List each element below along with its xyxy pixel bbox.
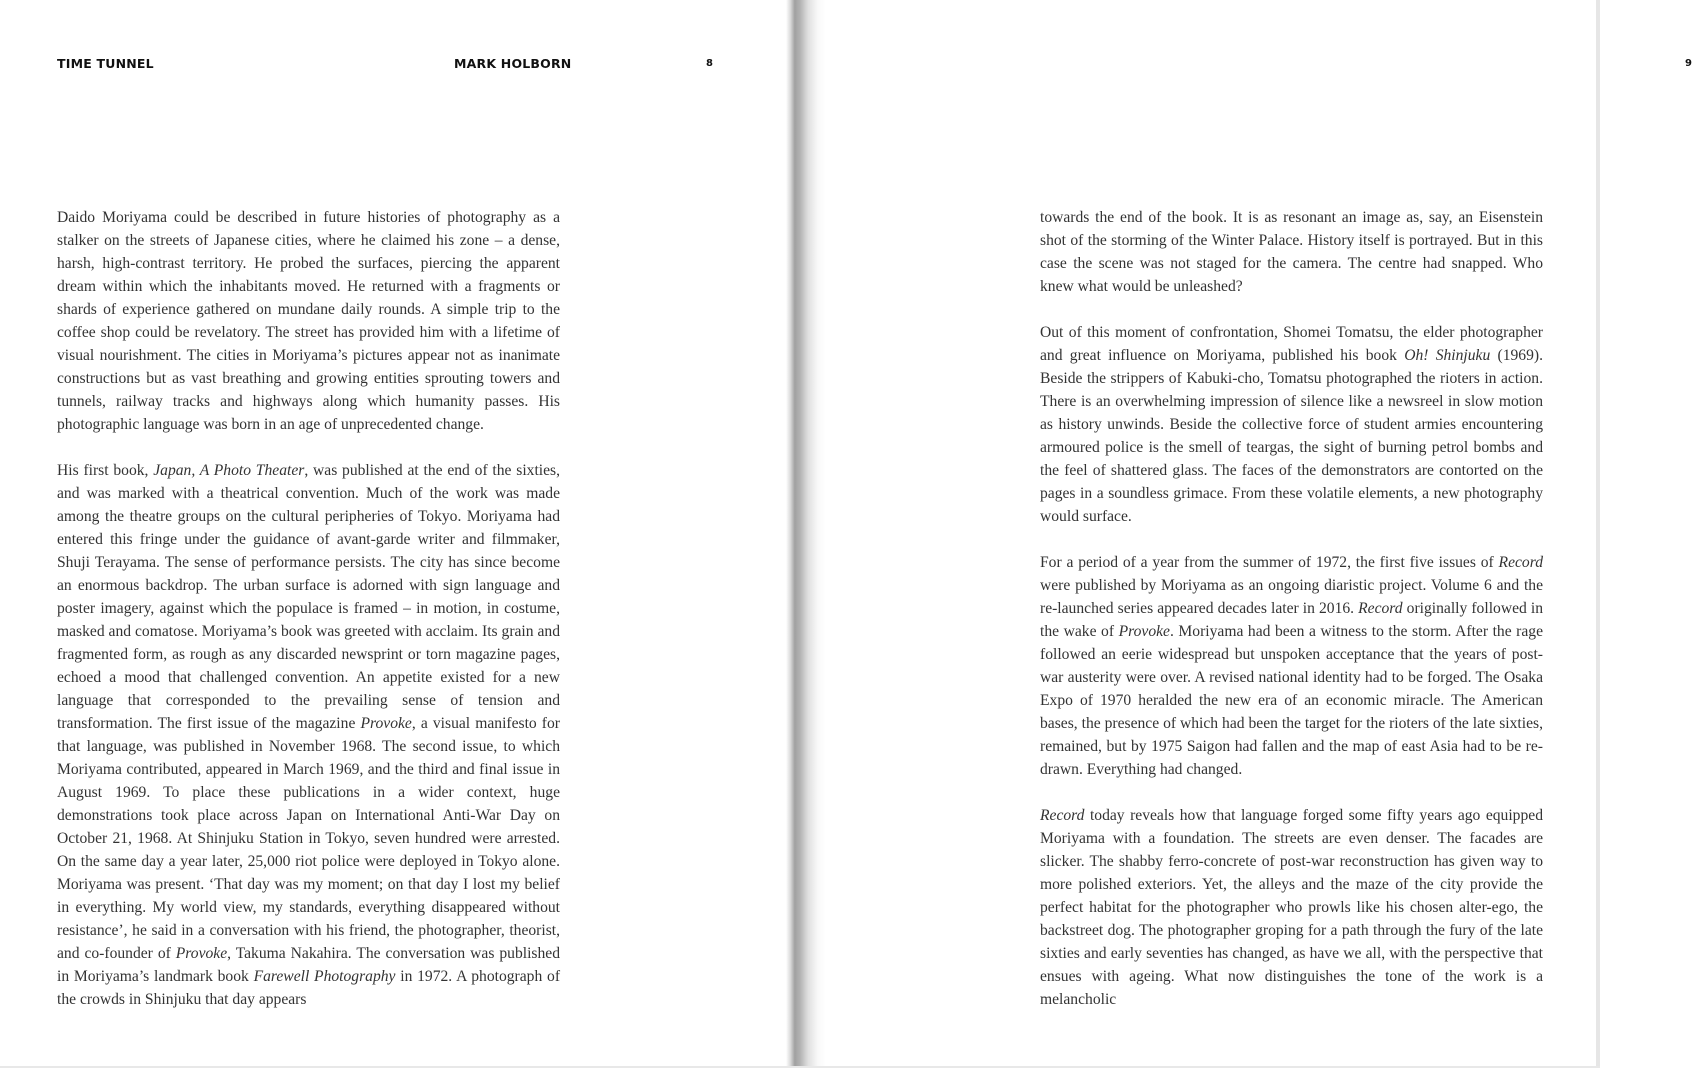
text-run: towards the end of the book. It is as resonant an image as, say, an Eisenstein shot of the storming of the Winter Palace. History itself is portrayed. But in this case the scene was not staged for the camera. The centre had snapped. Who knew what would be unleashed? <box>1040 209 1543 295</box>
text-run: Out of this moment of confrontation, Shomei Tomatsu, the elder photographer and great influence on Moriyama, published his book <box>1040 324 1543 364</box>
book-gutter-shadow <box>786 0 826 1068</box>
right-body-text <box>1040 206 1543 1034</box>
right-paragraph <box>1040 321 1543 528</box>
italic-title-run: Farewell Photography <box>253 968 396 985</box>
text-run: , was published at the end of the sixties, and was marked with a theatrical convention. Much of the work was made among the theatre groups on the cultural peripheries of Tokyo. Moriyama had entered this fringe under the guidance of avant-garde writer and filmmaker, Shuji Terayama. The sense of performance persists. The city has since become an enormous backdrop. The urban surface is adorned with sign language and poster imagery, against which the populace is framed – in motion, in costume, masked and comatose. Moriyama’s book was greeted with acclaim. Its grain and fragmented form, as rough as any discarded newsprint or torn magazine pages, echoed a mood that challenged convention. An appetite existed for a new language that corresponded to the prevailing sense of tension and transformation. The first issue of the magazine <box>57 462 561 732</box>
text-run: . Moriyama had been a witness to the storm. After the rage followed an eerie widespread but unspoken acceptance that the years of post-war austerity were over. A revised national identity had to be forged. The Osaka Expo of 1970 heralded the new era of an economic miracle. The American bases, the presence of which had been the target for the rioters of the late sixties, remained, but by 1975 Saigon had fallen and the map of east Asia had to be re-drawn. Everything had changed. <box>1040 623 1544 778</box>
running-title: TIME TUNNEL <box>57 56 154 71</box>
text-run: , a visual manifesto for that language, was published in November 1968. The second issue, to which Moriyama contributed, appeared in March 1969, and the third and final issue in August 1969. To place these publications in a wider context, huge demonstrations took place across Japan on International Anti-War Day on October 21, 1968. At Shinjuku Station in Tokyo, seven hundred were arrested. On the same day a year later, 25,000 riot police were deployed in Tokyo alone. Moriyama was present. ‘That day was my moment; on that day I lost my belief in everything. My world view, my standards, everything disappeared without resistance’, he said in a conversation with his friend, the photographer, theorist, and co-founder of <box>57 715 560 962</box>
text-run: His first book, <box>57 462 154 479</box>
text-run: today reveals how that language forged some fifty years ago equipped Moriyama with a foundation. The streets are even denser. The facades are slicker. The shabby ferro-concrete of post-war reconstruction has given way to more polished exteriors. Yet, the alleys and the maze of the city provide the perfect habitat for the photographer who prowls like his chosen alter-ego, the backstreet dog. The photographer groping for a path through the fury of the late sixties and early seventies has changed, as have we all, with the perspective that ensues with ageing. What now distinguishes the tone of the work is a melancholic <box>1040 807 1543 1008</box>
running-author: MARK HOLBORN <box>454 56 572 71</box>
right-paragraph <box>1040 551 1543 781</box>
text-run: , Takuma Nakahira. The conversation was published in Moriyama’s landmark book <box>57 945 561 985</box>
text-run: (1969). Beside the strippers of Kabuki-cho, Tomatsu photographed the rioters in action. There is an overwhelming impression of silence like a newsreel in slow motion as history unwinds. Beside the collective force of student armies encountering armoured police is the smell of teargas, the sight of burning petrol bombs and the feel of shattered glass. The faces of the demonstrators are contorted on the pages in a soundless grimace. From these volatile elements, a new photography would surface. <box>1040 347 1543 525</box>
text-run: were published by Moriyama as an ongoing diaristic project. Volume 6 and the re-launched series appeared decades later in 2016. <box>1040 577 1543 617</box>
left-body-text <box>57 206 560 1034</box>
left-paragraph <box>57 459 560 1011</box>
text-run: originally followed in the wake of <box>1040 600 1544 640</box>
italic-title-run: Record <box>1498 554 1543 571</box>
right-paragraph <box>1040 804 1543 1011</box>
text-run: in 1972. A photograph of the crowds in Shinjuku that day appears <box>57 968 561 1008</box>
italic-title-run: Oh! Shinjuku <box>1404 347 1491 364</box>
text-run: For a period of a year from the summer of 1972, the first five issues of <box>1040 554 1499 571</box>
italic-title-run: Japan, A Photo Theater <box>153 462 305 479</box>
italic-title-run: Provoke <box>1118 623 1170 640</box>
italic-title-run: Record <box>1358 600 1403 617</box>
page-number-right: 9 <box>1685 58 1692 69</box>
left-page <box>0 0 800 1068</box>
italic-title-run: Record <box>1040 807 1085 824</box>
page-number-left: 8 <box>706 58 714 69</box>
italic-title-run: Provoke <box>175 945 228 962</box>
right-paragraph <box>1040 206 1543 298</box>
page-edge <box>1596 0 1600 1068</box>
text-run: Daido Moriyama could be described in future histories of photography as a stalker on the streets of Japanese cities, where he claimed his zone – a dense, harsh, high-contrast territory. He probed the surfaces, piercing the apparent dream within which the inhabitants moved. He returned with a fragments or shards of experience gathered on mundane daily rounds. A simple trip to the coffee shop could be revelatory. The street has provided him with a lifetime of visual nourishment. The cities in Moriyama’s pictures appear not as inanimate constructions but as vast breathing and growing entities sprouting towers and tunnels, railway tracks and highways along which humanity passes. His photographic language was born in an age of unprecedented change. <box>57 209 560 433</box>
italic-title-run: Provoke <box>360 715 412 732</box>
left-paragraph <box>57 206 560 436</box>
